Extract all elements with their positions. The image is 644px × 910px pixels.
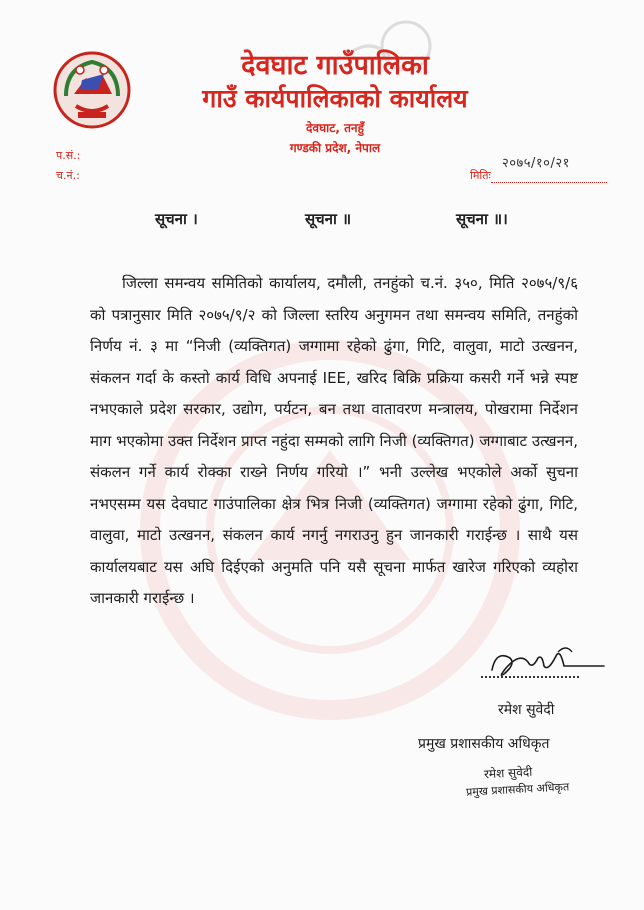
date-label: मितिः [470, 169, 491, 182]
date-dotted-line [491, 172, 607, 183]
handwritten-signature [486, 640, 606, 686]
municipality-title: देवघाट गाउँपालिका [241, 50, 429, 81]
stamp-title: प्रमुख प्रशासकीय अधिकृत [465, 780, 570, 799]
signature-dotted-line [481, 676, 579, 678]
notice-heading-1: सूचना । [155, 210, 198, 228]
notice-heading-3: सूचना ॥। [456, 210, 508, 228]
signer-title: प्रमुख प्रशासकीय अधिकृत [418, 736, 550, 752]
office-title: गाउँ कार्यपालिकाको कार्यालय [202, 84, 468, 113]
province-line: गण्डकी प्रदेश, नेपाल [289, 141, 381, 155]
nepal-emblem-icon [52, 50, 132, 130]
signer-name: रमेश सुवेदी [498, 702, 555, 718]
patra-sankhya-label: प.सं.: [56, 149, 81, 162]
stamp-name: रमेश सुवेदी [483, 764, 533, 782]
notice-heading-2: सूचना ॥ [305, 210, 352, 228]
date-value: २०७५/१०/२१ [502, 156, 570, 171]
chalani-number-label: च.नं.: [56, 169, 80, 182]
address-line: देवघाट, तनहुँ [306, 121, 364, 135]
date-field [470, 168, 607, 183]
notice-body: जिल्ला समन्वय समितिको कार्यालय, दमौली, तनहुंको च.नं. ३५०, मिति २०७५/९/६ को पत्रानुसार मिति २०७५/९/२ को जिल्ला स्तरिय अनुगमन तथा समन्वय समिति, तनहुंको निर्णय नं. ३ मा “निजी (व्यक्तिगत) जग्गामा रहेको ढुंगा, गिटि, वालुवा, माटो उत्खनन, संकलन गर्दा के कस्तो कार्य विधि अपनाई IEE, खरिद बिक्रि प्रक्रिया कसरी गर्ने भन्ने स्पष्ट नभएकाले प्रदेश सरकार, उद्योग, पर्यटन, बन तथा वातावरण मन्त्रालय, पोखरामा निर्देशन माग भएकोमा उक्त निर्देशन प्राप्त नहुंदा सम्मको लागि निजी (व्यक्तिगत) जग्गाबाट उत्खनन, संकलन गर्ने कार्य रोक्का राख्ने निर्णय गरियो ।” भनी उल्लेख भएकोले अर्को सुचना नभएसम्म यस देवघाट गाउंपालिका क्षेत्र भित्र निजी (व्यक्तिगत) जग्गामा रहेको ढुंगा, गिटि, वालुवा, माटो उत्खनन, संकलन कार्य नगर्नु नगराउनु हुन जानकारी गराईन्छ । साथै यस कार्यालयबाट यस अघि दिईएको अनुमति पनि यसै सूचना मार्फत खारेज गरिएको व्यहोरा जानकारी गराईन्छ । [90, 274, 578, 607]
